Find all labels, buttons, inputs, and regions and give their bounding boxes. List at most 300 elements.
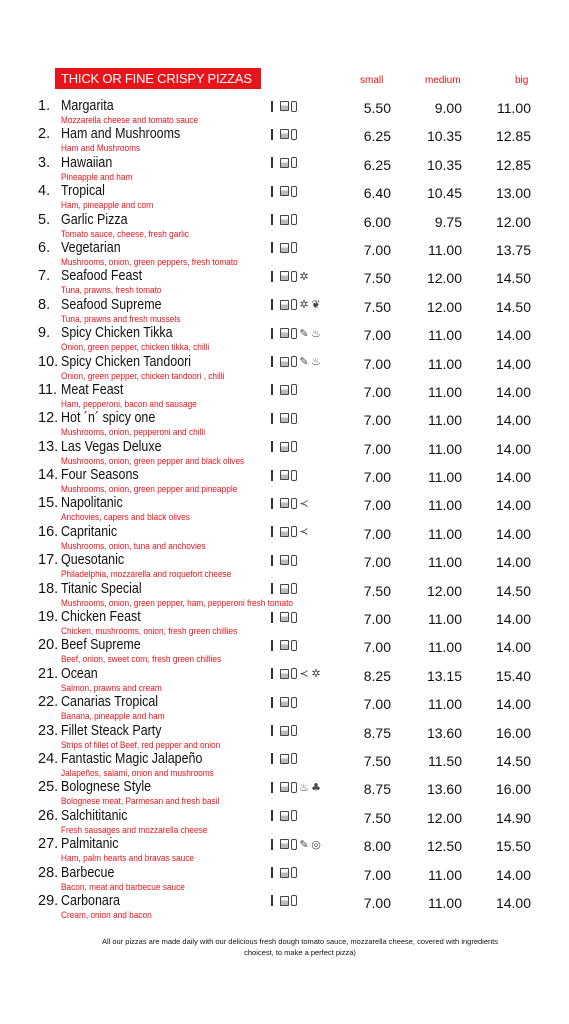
wheat-icon [271, 157, 278, 168]
item-description: Onion, green pepper, chicken tikka, chilli [61, 342, 210, 353]
jar-icon [291, 867, 297, 878]
price-big: 14.00 [495, 412, 531, 429]
box-icon [280, 186, 289, 196]
price-small: 7.00 [363, 469, 391, 486]
price-big: 14.00 [495, 866, 531, 883]
item-number: 20. [38, 637, 59, 654]
item-name: Fillet Steack Party [61, 722, 162, 739]
item-description: Chicken, mushrooms, onion, fresh green chillies [61, 626, 238, 637]
item-description: Salmon, prawns and cream [61, 682, 162, 693]
price-big: 13.00 [495, 185, 531, 202]
box-icon [280, 868, 289, 878]
jar-icon [291, 271, 297, 282]
box-icon [280, 555, 289, 565]
price-small: 7.00 [363, 440, 391, 457]
item-number: 1. [38, 98, 51, 114]
box-icon [280, 896, 289, 906]
jar-icon [291, 810, 297, 821]
box-icon [280, 612, 289, 622]
allergen-icons [271, 525, 309, 539]
wheat-icon [271, 299, 278, 310]
menu-item [0, 212, 569, 240]
item-number: 7. [38, 268, 51, 285]
price-small: 7.00 [363, 383, 391, 400]
price-small: 8.25 [363, 667, 391, 684]
menu-item [0, 666, 569, 694]
wheat-icon [271, 441, 278, 452]
wheat-icon [271, 101, 278, 112]
allergen-icons [271, 809, 297, 823]
item-number: 2. [38, 126, 51, 143]
allergen-icons [271, 496, 309, 510]
price-small: 6.25 [363, 156, 391, 173]
pepper-icon: ✎ [299, 326, 309, 340]
menu-item [0, 552, 569, 580]
item-name: Barbecue [61, 864, 115, 881]
box-icon [280, 442, 289, 452]
item-number: 12. [38, 410, 59, 427]
price-big: 16.00 [495, 781, 531, 798]
price-big: 14.00 [495, 525, 531, 542]
wheat-icon [271, 839, 278, 850]
allergen-icons [271, 780, 321, 794]
allergen-icons [271, 695, 297, 709]
item-name: Margarita [61, 98, 114, 114]
wheat-icon [271, 242, 278, 253]
menu-item [0, 524, 569, 552]
price-small: 6.40 [363, 185, 391, 202]
wheat-icon [271, 895, 278, 906]
price-small: 7.00 [363, 894, 391, 911]
item-number: 25. [38, 779, 59, 796]
menu-item [0, 297, 569, 325]
price-medium: 11.00 [428, 383, 462, 400]
item-name: Seafood Feast [61, 268, 143, 285]
wheat-icon [271, 668, 278, 679]
price-medium: 11.50 [428, 752, 462, 769]
price-medium: 12.00 [426, 270, 462, 287]
price-medium: 11.00 [428, 894, 462, 911]
wheat-icon [271, 810, 278, 821]
box-icon [280, 243, 289, 253]
item-number: 3. [38, 154, 51, 171]
menu-item [0, 865, 569, 893]
menu-item [0, 893, 569, 921]
price-big: 14.00 [495, 469, 531, 486]
item-description: Mushrooms, onion, green peppers, fresh tomato [61, 256, 238, 267]
box-icon [280, 300, 289, 310]
box-icon [280, 129, 289, 139]
item-name: Las Vegas Deluxe [61, 438, 162, 455]
allergen-icons [271, 99, 297, 113]
price-medium: 11.00 [428, 327, 462, 344]
menu-item [0, 637, 569, 665]
jar-icon [291, 583, 297, 594]
item-description: Jalapeños, salami, onion and mushrooms [61, 767, 214, 778]
price-medium: 11.00 [428, 639, 462, 656]
price-small: 8.75 [363, 724, 391, 741]
jar-icon [291, 697, 297, 708]
price-big: 15.40 [495, 667, 531, 684]
price-small: 6.25 [363, 128, 391, 145]
price-medium: 11.00 [428, 469, 462, 486]
box-icon [280, 584, 289, 594]
allergen-icons [271, 411, 297, 425]
price-medium: 11.00 [428, 696, 462, 713]
wheat-icon [271, 725, 278, 736]
box-icon [280, 754, 289, 764]
box-icon [280, 782, 289, 792]
price-small: 7.00 [363, 611, 391, 628]
price-medium: 12.50 [426, 838, 462, 855]
box-icon [280, 215, 289, 225]
menu-item [0, 495, 569, 523]
item-description: Mushrooms, onion, tuna and anchovies [61, 540, 206, 551]
menu-item [0, 609, 569, 637]
footer-line-2: choicest, to make a perfect pizza) [244, 948, 356, 957]
footer-line-1: All our pizzas are made daily with our delicious fresh dough tomato sauce, mozzarella cheese, covered with ingredients [101, 937, 499, 946]
box-icon [280, 839, 289, 849]
box-icon [280, 527, 289, 537]
bottle-icon: ♨ [299, 780, 309, 794]
price-small: 7.00 [363, 696, 391, 713]
price-big: 14.00 [495, 696, 531, 713]
jar-icon [291, 895, 297, 906]
price-small: 7.00 [363, 241, 391, 258]
item-name: Carbonara [61, 892, 120, 909]
price-small: 7.00 [363, 355, 391, 372]
menu-item [0, 808, 569, 836]
box-icon [280, 470, 289, 480]
allergen-icons [271, 241, 297, 255]
allergen-icons [271, 894, 297, 908]
allergen-icons [271, 440, 297, 454]
price-medium: 13.60 [426, 724, 462, 741]
egg-icon: ◎ [311, 837, 321, 851]
price-medium: 11.00 [428, 241, 462, 258]
price-big: 14.50 [495, 298, 531, 315]
allergen-icons [271, 837, 321, 851]
price-small: 6.00 [363, 213, 391, 230]
item-number: 11. [38, 381, 58, 398]
price-big: 16.00 [495, 724, 531, 741]
wheat-icon [271, 526, 278, 537]
item-description: Ham and Mushrooms [61, 143, 141, 154]
item-description: Tomato sauce, cheese, fresh garlic [61, 228, 189, 239]
price-medium: 11.00 [428, 497, 462, 514]
price-medium: 11.00 [428, 525, 462, 542]
jar-icon [291, 498, 297, 509]
column-header-small: small [360, 75, 384, 86]
allergen-icons [271, 156, 297, 170]
item-number: 14. [38, 467, 59, 484]
item-number: 4. [38, 183, 51, 200]
wheat-icon [271, 612, 278, 623]
item-name: Seafood Supreme [61, 296, 162, 313]
price-small: 7.00 [363, 412, 391, 429]
item-name: Bolognese Style [61, 779, 152, 796]
price-big: 15.50 [495, 838, 531, 855]
item-description: Beef, onion, sweet corn, fresh green chillies [61, 654, 222, 665]
wheat-icon [271, 129, 278, 140]
item-name: Canarias Tropical [61, 694, 159, 711]
price-big: 14.00 [495, 554, 531, 571]
item-number: 10. [38, 353, 59, 370]
price-medium: 11.00 [428, 554, 462, 571]
item-description: Mozzarella cheese and tomato sauce [61, 115, 199, 125]
price-big: 14.50 [495, 582, 531, 599]
item-description: Mushrooms, onion, green pepper and pineapple [61, 484, 238, 495]
column-header-medium: medium [425, 75, 461, 86]
allergen-icons [271, 866, 297, 880]
box-icon [280, 811, 289, 821]
item-description: Mushrooms, onion, pepperoni and chilli [61, 427, 206, 438]
price-medium: 10.45 [426, 185, 462, 202]
item-number: 16. [38, 523, 59, 540]
price-medium: 11.00 [428, 440, 462, 457]
price-big: 13.75 [495, 241, 531, 258]
wheat-icon [271, 470, 278, 481]
item-name: Salchititanic [61, 807, 128, 824]
wheat-icon [271, 782, 278, 793]
wheat-icon [271, 867, 278, 878]
section-title: THICK OR FINE CRISPY PIZZAS [55, 68, 261, 89]
item-number: 21. [38, 665, 59, 682]
item-description: Mushrooms, onion, green pepper and black olives [61, 455, 245, 466]
menu-item [0, 836, 569, 864]
jar-icon [291, 214, 297, 225]
item-number: 8. [38, 296, 51, 313]
item-description: Bacon, meat and barbecue sauce [61, 881, 185, 892]
item-description: Strips of fillet of Beef, red pepper and onion [61, 739, 221, 750]
menu-item [0, 354, 569, 382]
price-big: 14.50 [495, 270, 531, 287]
allergen-icons [271, 355, 321, 369]
jar-icon [291, 157, 297, 168]
wheat-icon [271, 214, 278, 225]
price-big: 14.00 [495, 497, 531, 514]
price-small: 7.50 [363, 752, 391, 769]
mussel-icon: ❦ [311, 298, 321, 312]
item-name: Fantastic Magic Jalapeño [61, 750, 203, 767]
price-small: 8.75 [363, 781, 391, 798]
allergen-icons [271, 468, 297, 482]
price-small: 7.00 [363, 327, 391, 344]
item-name: Palmitanic [61, 836, 119, 853]
jar-icon [291, 356, 297, 367]
wheat-icon [271, 498, 278, 509]
item-name: Chicken Feast [61, 609, 141, 626]
box-icon [280, 413, 289, 423]
item-name: Hawaiian [61, 154, 113, 171]
item-description: Bolognese meat, Parmesan and fresh basil [61, 796, 220, 807]
item-name: Garlic Pizza [61, 211, 128, 228]
menu-item [0, 723, 569, 751]
price-medium: 11.00 [428, 611, 462, 628]
item-number: 18. [38, 580, 59, 597]
price-medium: 13.15 [426, 667, 462, 684]
allergen-icons [271, 127, 297, 141]
allergen-icons [271, 213, 297, 227]
item-name: Vegetarian [61, 239, 121, 256]
price-medium: 10.35 [426, 156, 462, 173]
jar-icon [291, 186, 297, 197]
menu-item [0, 268, 569, 296]
allergen-icons [271, 184, 297, 198]
price-small: 7.50 [363, 270, 391, 287]
wheat-icon [271, 697, 278, 708]
price-medium: 11.00 [428, 412, 462, 429]
price-big: 14.90 [495, 809, 531, 826]
wheat-icon [271, 753, 278, 764]
box-icon [280, 101, 289, 111]
price-medium: 9.00 [434, 100, 462, 116]
wheat-icon [271, 328, 278, 339]
price-big: 14.00 [495, 355, 531, 372]
wheat-icon [271, 186, 278, 197]
jar-icon [291, 101, 297, 112]
wheat-icon [271, 555, 278, 566]
allergen-icons [271, 582, 297, 596]
price-small: 7.00 [363, 866, 391, 883]
jar-icon [291, 384, 297, 395]
menu-item [0, 325, 569, 353]
bottle-icon: ♨ [311, 326, 321, 340]
item-description: Tuna, prawns, fresh tomato [61, 285, 162, 296]
jar-icon [291, 668, 297, 679]
menu-item [0, 126, 569, 154]
box-icon [280, 726, 289, 736]
item-number: 19. [38, 609, 59, 626]
item-name: Four Seasons [61, 467, 139, 484]
allergen-icons [271, 298, 321, 312]
item-number: 26. [38, 807, 59, 824]
allergen-icons [271, 610, 297, 624]
allergen-icons [271, 638, 297, 652]
price-small: 7.50 [363, 298, 391, 315]
jar-icon [291, 470, 297, 481]
menu-item [0, 694, 569, 722]
item-number: 17. [38, 552, 59, 569]
price-big: 14.00 [495, 383, 531, 400]
item-name: Ham and Mushrooms [61, 126, 181, 143]
fish-icon: ≺ [299, 667, 309, 681]
jar-icon [291, 839, 297, 850]
item-description: Ham, pepperoni, bacon and sausage [61, 398, 197, 409]
item-name: Beef Supreme [61, 637, 141, 654]
box-icon [280, 697, 289, 707]
price-big: 14.00 [495, 440, 531, 457]
item-name: Meat Feast [61, 381, 124, 398]
allergen-icons [271, 752, 297, 766]
price-big: 12.85 [495, 128, 531, 145]
item-name: Napolitanic [61, 495, 123, 512]
item-number: 13. [38, 438, 59, 455]
allergen-icons [271, 667, 321, 681]
item-description: Anchovies, capers and black olives [61, 512, 190, 523]
price-medium: 11.00 [428, 355, 462, 372]
price-small: 7.00 [363, 525, 391, 542]
allergen-icons [271, 553, 297, 567]
jar-icon [291, 782, 297, 793]
menu-item [0, 410, 569, 438]
box-icon [280, 669, 289, 679]
price-medium: 11.00 [428, 866, 462, 883]
item-description: Onion, green pepper, chicken tandoori , chilli [61, 370, 225, 381]
column-header-big: big [515, 75, 529, 86]
item-description: Ham, palm hearts and bravas sauce [61, 853, 195, 864]
item-name: Tropical [61, 183, 105, 200]
item-name: Titanic Special [61, 580, 142, 597]
item-number: 6. [38, 239, 51, 256]
item-number: 27. [38, 836, 59, 853]
allergen-icons [271, 326, 321, 340]
jar-icon [291, 555, 297, 566]
wheat-icon [271, 356, 278, 367]
item-description: Tuna, prawns and fresh mussels [61, 313, 181, 324]
pizza-menu-list [0, 98, 569, 921]
item-description: Banana, pineapple and ham [61, 711, 165, 722]
bottle-icon: ♨ [311, 355, 321, 369]
jar-icon [291, 753, 297, 764]
pepper-icon: ✎ [299, 355, 309, 369]
price-medium: 13.60 [426, 781, 462, 798]
jar-icon [291, 299, 297, 310]
item-description: Mushrooms, onion, green pepper, ham, pepperoni fresh tomato [61, 597, 293, 608]
fish-icon: ≺ [299, 525, 309, 539]
menu-item [0, 581, 569, 609]
jar-icon [291, 725, 297, 736]
price-big: 12.00 [495, 213, 531, 230]
menu-item [0, 439, 569, 467]
price-big: 14.00 [495, 894, 531, 911]
menu-item [0, 183, 569, 211]
price-small: 7.50 [363, 809, 391, 826]
wheat-icon [271, 583, 278, 594]
menu-item [0, 382, 569, 410]
jar-icon [291, 612, 297, 623]
item-number: 5. [38, 211, 51, 228]
allergen-icons [271, 724, 297, 738]
box-icon [280, 640, 289, 650]
price-small: 7.00 [363, 497, 391, 514]
jar-icon [291, 441, 297, 452]
price-medium: 12.00 [426, 809, 462, 826]
item-description: Ham, pineapple and corn [61, 200, 154, 211]
price-big: 14.00 [495, 611, 531, 628]
item-number: 22. [38, 694, 59, 711]
crab-icon: ✲ [299, 298, 309, 312]
price-big: 12.85 [495, 156, 531, 173]
jar-icon [291, 242, 297, 253]
price-medium: 10.35 [426, 128, 462, 145]
price-big: 14.50 [495, 752, 531, 769]
menu-item [0, 240, 569, 268]
allergen-icons [271, 383, 297, 397]
item-name: Capritanic [61, 523, 118, 540]
item-name: Hot ´n´ spicy one [61, 410, 156, 427]
box-icon [280, 385, 289, 395]
price-small: 7.00 [363, 639, 391, 656]
item-description: Fresh sausages and mozzarella cheese [61, 824, 208, 835]
item-number: 24. [38, 750, 59, 767]
price-small: 7.00 [363, 554, 391, 571]
menu-item [0, 779, 569, 807]
menu-item [0, 98, 569, 126]
price-small: 7.50 [363, 582, 391, 599]
jar-icon [291, 129, 297, 140]
jar-icon [291, 640, 297, 651]
